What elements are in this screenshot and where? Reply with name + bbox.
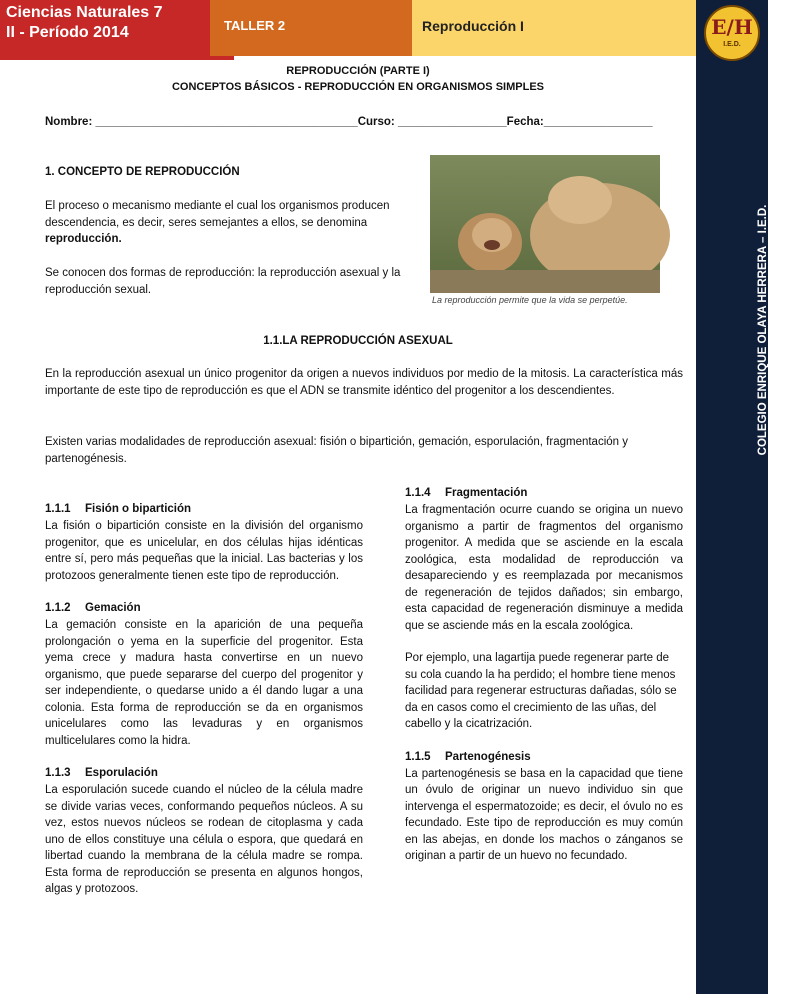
s115-body: La partenogénesis se basa en la capacidad que tiene un óvulo de originar un nuevo individuo sin que intervenga el espermatozoide; es decir, el óvulo no es fecundado. Este tipo de reproducción es muy común en las abejas, en donde los machos o zánganos se originan a partir de un huevo no fecundado. — [405, 767, 683, 862]
workshop-label: TALLER 2 — [210, 0, 412, 56]
s115-number: 1.1.5 — [405, 750, 431, 763]
s111-title: Fisión o bipartición — [85, 503, 192, 515]
teacher-name: Docente: Ricardo Rodríguez Salamanca — [791, 221, 803, 439]
section1-p1-bold: reproducción. — [45, 233, 122, 245]
title-line1: REPRODUCCIÓN (PARTE I) — [286, 65, 430, 77]
s111-body: La fisión o bipartición consiste en la división del organismo progenitor, que es unicelular, en dos células hijas idénticas entre sí, pero más pequeñas que la inicial. Las bacterias y los protozoos generalmente tienen este tipo de reproducción. — [45, 520, 363, 582]
logo-sub: I.E.D. — [723, 41, 741, 48]
s112-number: 1.1.2 — [45, 602, 71, 614]
section11-heading: 1.1.LA REPRODUCCIÓN ASEXUAL — [263, 335, 453, 347]
s114-body: La fragmentación ocurre cuando se origina un nuevo organismo a partir de fragmentos del organismo progenitor. A medida que se asciende en la escala zoológica, esta modalidad de reproducción va desapareciendo y es reemplazada por mecanismos de regeneración de tejidos dañados; sin embargo, esta capacidad de regeneración disminuye a medida que se asciende más en la escala zoológica. — [405, 504, 683, 632]
logo-mark: E/H — [711, 15, 753, 39]
student-form-line: Nombre: _________________________________________Curso: _________________Fecha:_________________ — [45, 116, 653, 128]
course-period: II - Período 2014 — [6, 24, 129, 41]
s112-heading — [45, 600, 363, 617]
sidebar-text — [755, 80, 806, 580]
s114-number: 1.1.4 — [405, 487, 431, 499]
document-title — [20, 63, 696, 95]
title-line2: CONCEPTOS BÁSICOS - REPRODUCCIÓN EN ORGANISMOS SIMPLES — [171, 81, 544, 93]
s115-title: Partenogénesis — [445, 750, 531, 763]
left-column — [45, 501, 363, 898]
s115-heading — [405, 749, 683, 766]
s113-heading — [45, 765, 363, 782]
s114-title: Fragmentación — [445, 487, 528, 499]
topic-label: Reproducción I — [412, 0, 696, 56]
lion-photo-image — [430, 155, 660, 293]
section11-paragraph2: Existen varias modalidades de reproducción asexual: fisión o bipartición, gemación, esporulación, fragmentación y partenogénesis. — [45, 436, 628, 465]
s112-title: Gemación — [85, 602, 141, 614]
section1-p1-text: El proceso o mecanismo mediante el cual los organismos producen descendencia, es decir, seres semejantes a ellos, se denomina — [45, 200, 390, 229]
section1-paragraph2: Se conocen dos formas de reproducción: la reproducción asexual y la reproducción sexual. — [45, 267, 401, 296]
photo-caption: La reproducción permite que la vida se perpetúe. — [432, 295, 628, 305]
s113-title: Esporulación — [85, 767, 158, 779]
s114-heading — [405, 485, 683, 502]
lion-photo — [430, 155, 660, 293]
s113-body: La esporulación sucede cuando el núcleo de la célula madre se divide varias veces, conformando pequeños núcleos. A su vez, estos nuevos núcleos se rodean de citoplasma y cada uno de ellos constituye una célula o espora, que quedará en libertad cuando la membrana de la célula madre se rompa. Esta forma de reproducción se presenta en algunos hongos, algas y protozoos. — [45, 784, 363, 895]
s114-body2: Por ejemplo, una lagartija puede regenerar parte de su cola cuando la ha perdido; el hombre tiene menos facilidad para regenerar estructuras dañadas, sólo se da en casos como el crecimiento de las uñas, del cabello y la cicatrización. — [405, 652, 677, 730]
s112-body: La gemación consiste en la aparición de una pequeña prolongación o yema en la superficie del progenitor. Esta yema crece y madura hasta convertirse en un nuevo organismo, que puede separarse del cuerpo del progenitor y ser independiente, o quedarse unido a él dando lugar a una colonia. Esta forma de reproducción se da en organismos unicelulares como las levaduras y en organismos multicelulares como la hidra. — [45, 619, 363, 747]
s111-number: 1.1.1 — [45, 503, 71, 515]
section11-paragraph1: En la reproducción asexual un único progenitor da origen a nuevos individuos por medio de la mitosis. La característica más importante de este tipo de reproducción es que el ADN se transmite idéntico del progenitor a los descendientes. — [45, 368, 683, 397]
section1-heading: 1. CONCEPTO DE REPRODUCCIÓN — [45, 166, 240, 178]
school-logo-icon — [704, 5, 760, 61]
right-column — [405, 485, 683, 865]
s113-number: 1.1.3 — [45, 767, 71, 779]
school-name: COLEGIO ENRIQUE OLAYA HERRERA – I.E.D. — [757, 204, 769, 456]
course-title: Ciencias Naturales 7 — [6, 4, 163, 21]
department-name: ÁREA DE CIENCIAS NATURALES – JORNADA DE LA MAÑANA — [774, 158, 786, 502]
section1-paragraph1 — [45, 198, 425, 248]
s111-heading — [45, 501, 363, 518]
course-header — [0, 0, 234, 60]
